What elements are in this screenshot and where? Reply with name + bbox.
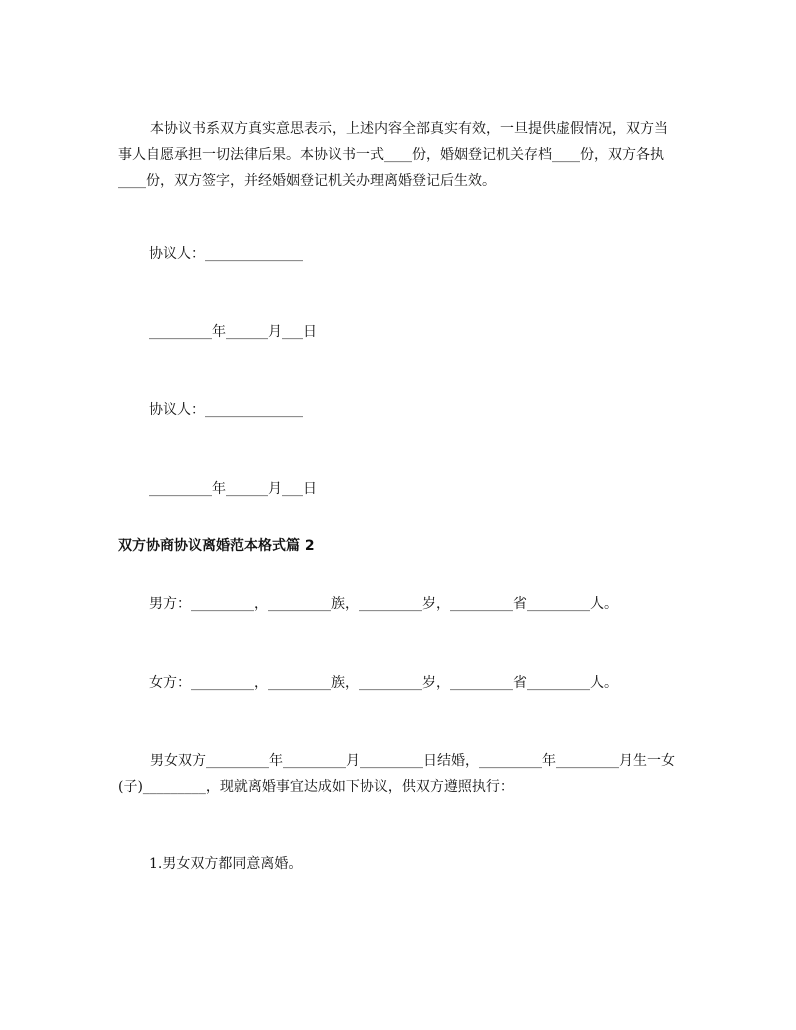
date-line-2: _________年______月___日 (149, 481, 317, 497)
agreement-validity-paragraph: 本协议书系双方真实意思表示，上述内容全部真实有效，一旦提供虚假情况，双方当事人自愿承担一切法律后果。本协议书一式____份，婚姻登记机关存档____份，双方各执____份，双方签字，并经婚姻登记机关办理离婚登记后生效。 (118, 121, 668, 189)
marriage-info-paragraph: 男女双方_________年_________月_________日结婚，_________年_________月生一女(子)_________，现就离婚事宜达成如下协议，供双方遵照执行： (118, 753, 675, 795)
male-info-line: 男方：_________，_________族，_________岁，_________省_________人。 (149, 596, 618, 612)
clause-item-1: 1.男女双方都同意离婚。 (149, 856, 303, 872)
female-info-line: 女方：_________，_________族，_________岁，_________省_________人。 (149, 675, 618, 691)
signer-line-1: 协议人：______________ (149, 246, 303, 262)
date-line-1: _________年______月___日 (149, 324, 317, 340)
signer-line-2: 协议人：______________ (149, 402, 303, 418)
section-heading: 双方协商协议离婚范本格式篇 2 (118, 538, 315, 554)
